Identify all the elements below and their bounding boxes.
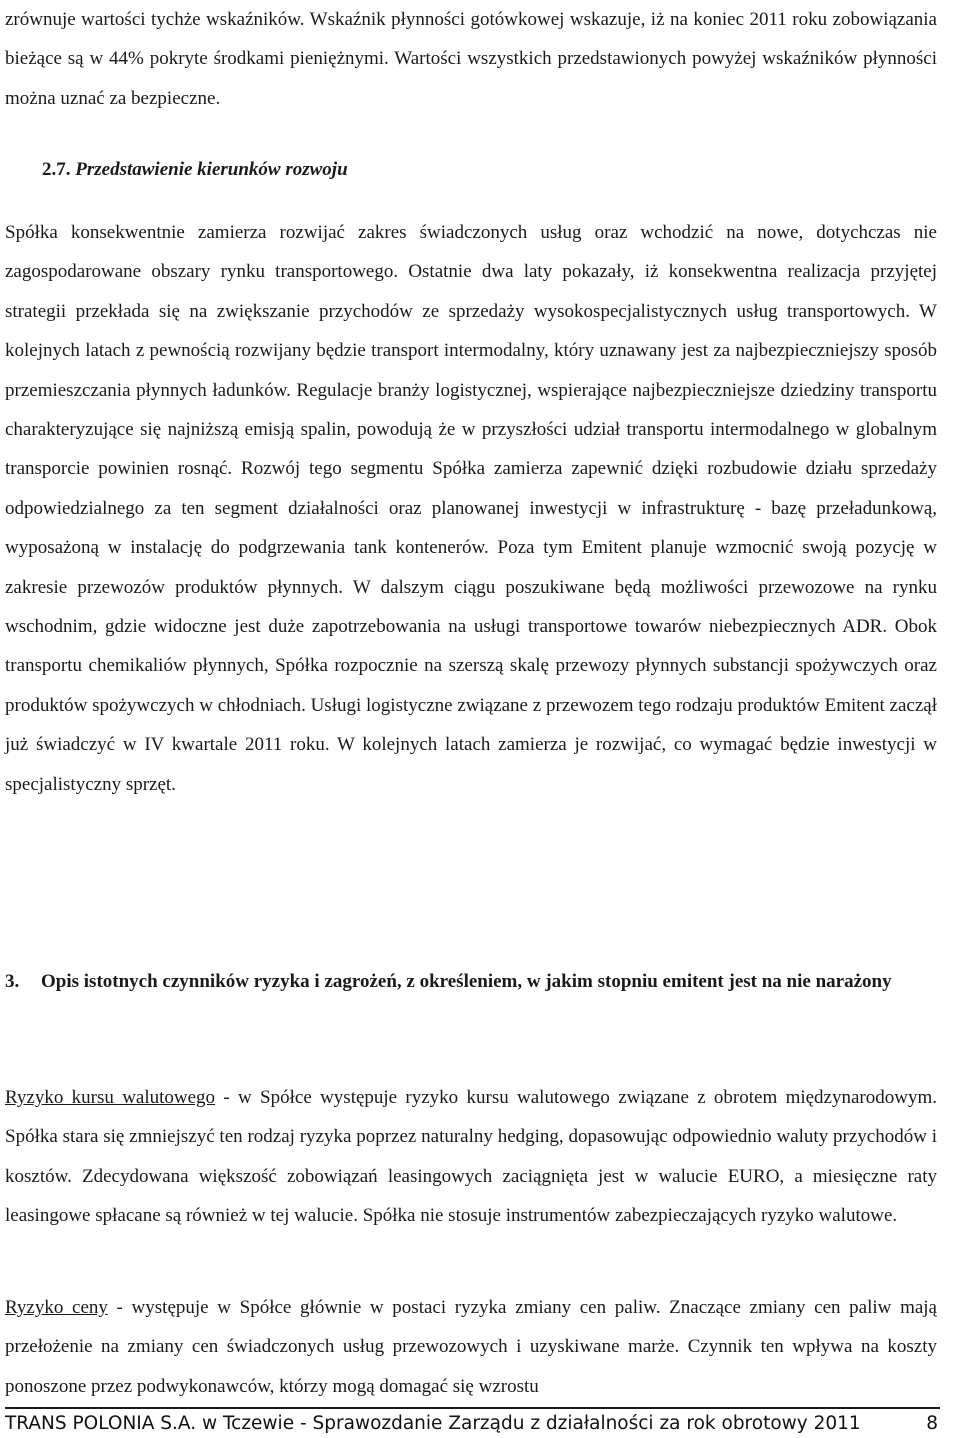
section-3-heading <box>5 962 937 1001</box>
risk-currency-text: - w Spółce występuje ryzyko kursu walutowego związane z obrotem międzynarodowym. Spółka stara się zmniejszyć ten rodzaj ryzyka poprzez naturalny hedging, dopasowując odpowiednio waluty przychodów i kosztów. Zdecydowana większość zobowiązań leasingowych zaciągnięta jest w walucie EURO, a miesięczne raty leasingowe spłacane są również w tej walucie. Spółka nie stosuje instrumentów zabezpieczających ryzyko walutowe. <box>5 1087 937 1227</box>
section-2-7-title: Przedstawienie kierunków rozwoju <box>75 159 348 180</box>
risk-currency-paragraph <box>5 1078 937 1236</box>
page-number: 8 <box>926 1413 938 1434</box>
section-3-title: Opis istotnych czynników ryzyka i zagrożeń, z określeniem, w jakim stopniu emitent jest na nie narażony <box>41 971 892 992</box>
intro-paragraph: zrównuje wartości tychże wskaźników. Wskaźnik płynności gotówkowej wskazuje, iż na koniec 2011 roku zobowiązania bieżące są w 44% pokryte środkami pieniężnymi. Wartości wszystkich przedstawionych powyżej wskaźników płynności można uznać za bezpieczne. <box>5 9 937 109</box>
risk-price-text: - występuje w Spółce głównie w postaci ryzyka zmiany cen paliw. Znaczące zmiany cen paliw mają przełożenie na zmiany cen świadczonych usług przewozowych i uzyskiwane marże. Czynnik ten wpływa na koszty ponoszone przez podwykonawców, którzy mogą domagać się wzrostu <box>5 1297 937 1397</box>
page-footer <box>5 1407 940 1437</box>
section-2-7-paragraph: Spółka konsekwentnie zamierza rozwijać zakres świadczonych usług oraz wchodzić na nowe, dotychczas nie zagospodarowane obszary rynku transportowego. Ostatnie dwa laty pokazały, iż konsekwentna realizacja przyjętej strategii przekłada się na zwiększanie przychodów ze sprzedaży wysokospecjalistycznych usług transportowych. W kolejnych latach z pewnością rozwijany będzie transport intermodalny, który uznawany jest za najbezpieczniejszy sposób przemieszczania płynnych ładunków. Regulacje branży logistycznej, wspierające najbezpieczniejsze dziedziny transportu charakteryzujące się najniższą emisją spalin, powodują że w przyszłości udział transportu intermodalnego w globalnym transporcie powinien rosnąć. Rozwój tego segmentu Spółka zamierza zapewnić dzięki rozbudowie działu sprzedaży odpowiedzialnego za ten segment działalności oraz planowanej inwestycji w infrastrukturę - bazę przeładunkową, wyposażoną w instalację do podgrzewania tank kontenerów. Poza tym Emitent planuje wzmocnić swoją pozycję w zakresie przewozów produktów płynnych. W dalszym ciągu poszukiwane będą możliwości przewozowe na rynku wschodnim, gdzie widoczne jest duże zapotrzebowania na usługi transportowe towarów niebezpiecznych ADR. Obok transportu chemikaliów płynnych, Spółka rozpocznie na szerszą skalę przewozy płynnych substancji spożywczych oraz produktów spożywczych w chłodniach. Usługi logistyczne związane z przewozem tego rodzaju produktów Emitent zaczął już świadczyć w IV kwartale 2011 roku. W kolejnych latach zamierza je rozwijać, co wymagać będzie inwestycji w specjalistyczny sprzęt. <box>5 222 937 795</box>
risk-currency-label: Ryzyko kursu walutowego <box>5 1087 216 1108</box>
section-2-7-heading <box>42 150 348 189</box>
risk-price-paragraph <box>5 1288 937 1406</box>
footer-text: TRANS POLONIA S.A. w Tczewie - Sprawozdanie Zarządu z działalności za rok obrotowy 2011 <box>5 1413 861 1434</box>
risk-price-label: Ryzyko ceny <box>5 1297 108 1318</box>
section-3-number: 3. <box>5 971 20 992</box>
section-2-7-number: 2.7. <box>42 159 71 180</box>
